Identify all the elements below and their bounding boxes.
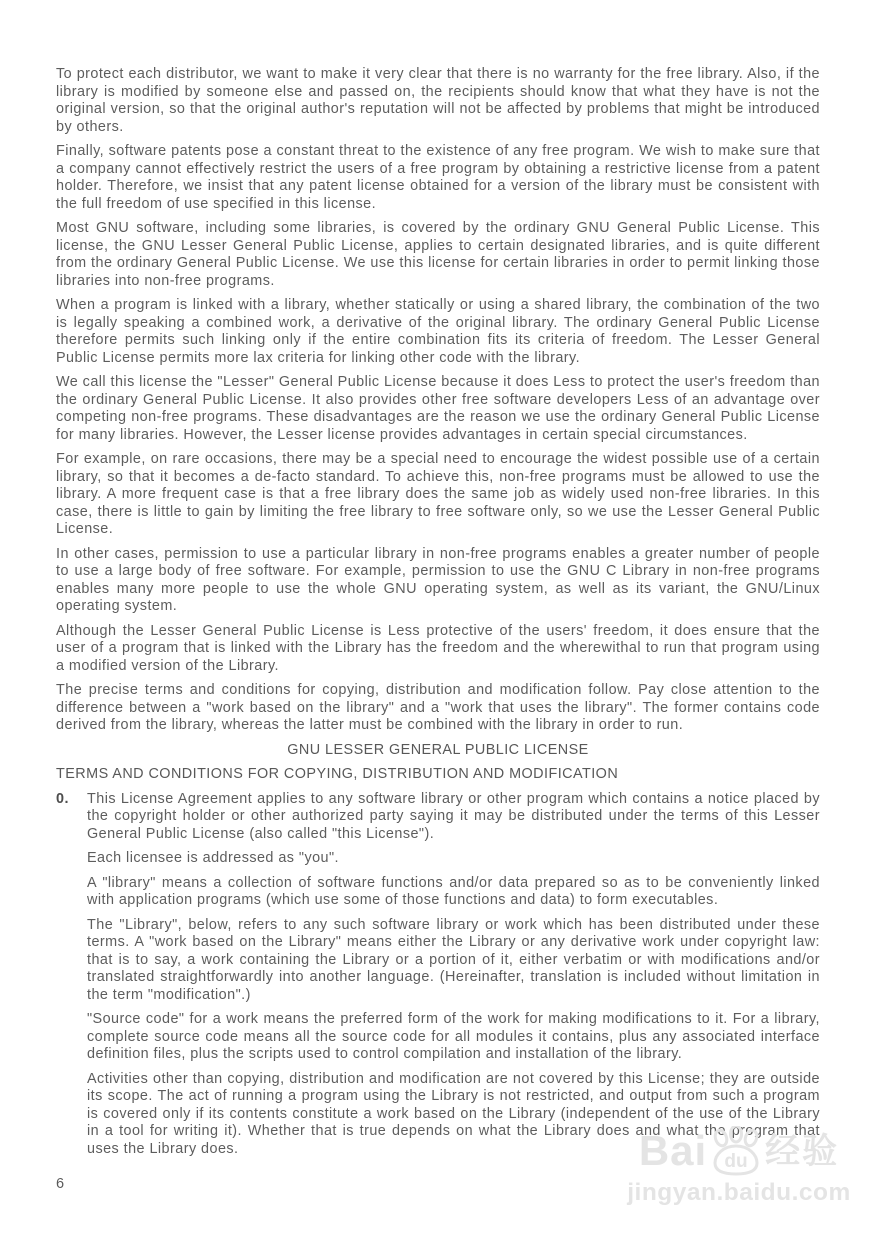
watermark-jingyan-text: 经验 bbox=[765, 1131, 840, 1171]
clause-paragraph: This License Agreement applies to any software library or other program which contains a notice placed by the copyright holder or other authorized party saying it may be distributed under the terms of this Lesser General Public License (also called "this License"). bbox=[87, 790, 820, 842]
clause-paragraph: Each licensee is addressed as "you". bbox=[87, 850, 340, 866]
watermark-url: jingyan.baidu.com bbox=[627, 1179, 851, 1206]
preamble-paragraph: Although the Lesser General Public License is Less protective of the users' freedom, it does ensure that the user of a program that is linked with the Library has the freedom and the wherewithal to run that program using a modified version of the Library. bbox=[56, 622, 820, 674]
preamble-paragraph: In other cases, permission to use a particular library in non-free programs enables a greater number of people to use a large body of free software. For example, permission to use the GNU C Library in non-free programs enables many more people to use the whole GNU operating system, as well as its variant, the GNU/Linux operating system. bbox=[56, 545, 820, 614]
license-title-heading: GNU LESSER GENERAL PUBLIC LICENSE bbox=[287, 741, 589, 758]
preamble-paragraph: Finally, software patents pose a constant threat to the existence of any free program. We wish to make sure that a company cannot effectively restrict the users of a free program by obtaining a restrictive license from a patent holder. Therefore, we insist that any patent license obtained for a version of the library must be consistent with the full freedom of use specified in this license. bbox=[56, 143, 820, 212]
clause-0-marker: 0. bbox=[56, 790, 69, 807]
clause-paragraph: "Source code" for a work means the preferred form of the work for making modifications to it. For a library, complete source code means all the source code for all modules it contains, plus any associated interface definition files, plus the scripts used to control compilation and installation of the library. bbox=[87, 1011, 820, 1062]
preamble-paragraph: The precise terms and conditions for copying, distribution and modification follow. Pay close attention to the difference between a "work based on the library" and a "work that uses the library". The former contains code derived from the library, whereas the latter must be combined with the library in order to run. bbox=[56, 682, 820, 733]
watermark-bai-text: Bai bbox=[638, 1127, 708, 1174]
preamble-paragraph: To protect each distributor, we want to make it very clear that there is no warranty for the free library. Also, if the library is modified by someone else and passed on, the recipients should know that what they have is not the original version, so that the original author's reputation will not be affected by problems that might be introduced by others. bbox=[56, 66, 820, 135]
watermark-du-text: du bbox=[724, 1151, 748, 1172]
license-text-body bbox=[56, 66, 820, 1165]
terms-and-conditions-heading: TERMS AND CONDITIONS FOR COPYING, DISTRIBUTION AND MODIFICATION bbox=[56, 766, 619, 782]
preamble-paragraph: We call this license the "Lesser" General Public License because it does Less to protect the user's freedom than the ordinary General Public License. It also provides other free software developers Less of an advantage over competing non-free programs. These disadvantages are the reason we use the ordinary General Public License for many libraries. However, the Lesser license provides advantages in certain special circumstances. bbox=[56, 374, 820, 443]
baidu-logo bbox=[615, 1126, 863, 1176]
clause-0-body bbox=[87, 791, 820, 1159]
baidu-jingyan-watermark bbox=[615, 1126, 863, 1207]
clause-paragraph: The "Library", below, refers to any such software library or work which has been distributed under these terms. A "work based on the Library" means either the Library or any derivative work under copyright law: that is to say, a work containing the Library or a portion of it, either verbatim or with modifications and/or translated straightforwardly into another language. (Hereinafter, translation is included without limitation in the term "modification".) bbox=[87, 916, 820, 1003]
preamble-paragraph: Most GNU software, including some libraries, is covered by the ordinary GNU General Public License. This license, the GNU Lesser General Public License, applies to certain designated libraries, and is quite different from the ordinary General Public License. We use this license for certain libraries in order to permit linking those libraries into non-free programs. bbox=[56, 220, 820, 289]
clause-paragraph: A "library" means a collection of software functions and/or data prepared so as to be conveniently linked with application programs (which use some of those functions and data) to form executables. bbox=[87, 874, 820, 908]
clause-paragraph: Activities other than copying, distribution and modification are not covered by this License; they are outside its scope. The act of running a program using the Library is not restricted, and output from such a program is covered only if its contents constitute a work based on the Library (independent of the use of the Library in a tool for writing it). Whether that is true depends on what the Library does and what the program that uses the Library does. bbox=[87, 1070, 820, 1157]
page-number: 6 bbox=[56, 1176, 65, 1192]
preamble-paragraph: For example, on rare occasions, there may be a special need to encourage the widest possible use of a certain library, so that it becomes a de-facto standard. To achieve this, non-free programs must be allowed to use the library. A more frequent case is that a free library does the same job as widely used non-free libraries. In this case, there is little to gain by limiting the free library to free software only, so we use the Lesser General Public License. bbox=[56, 451, 820, 537]
clause-0 bbox=[56, 791, 820, 1159]
paw-icon bbox=[708, 1126, 764, 1176]
preamble-paragraph: When a program is linked with a library, whether statically or using a shared library, the combination of the two is legally speaking a combined work, a derivative of the original library. The ordinary General Public License therefore permits such linking only if the entire combination fits its criteria of freedom. The Lesser General Public License permits more lax criteria for linking other code with the library. bbox=[56, 297, 820, 366]
